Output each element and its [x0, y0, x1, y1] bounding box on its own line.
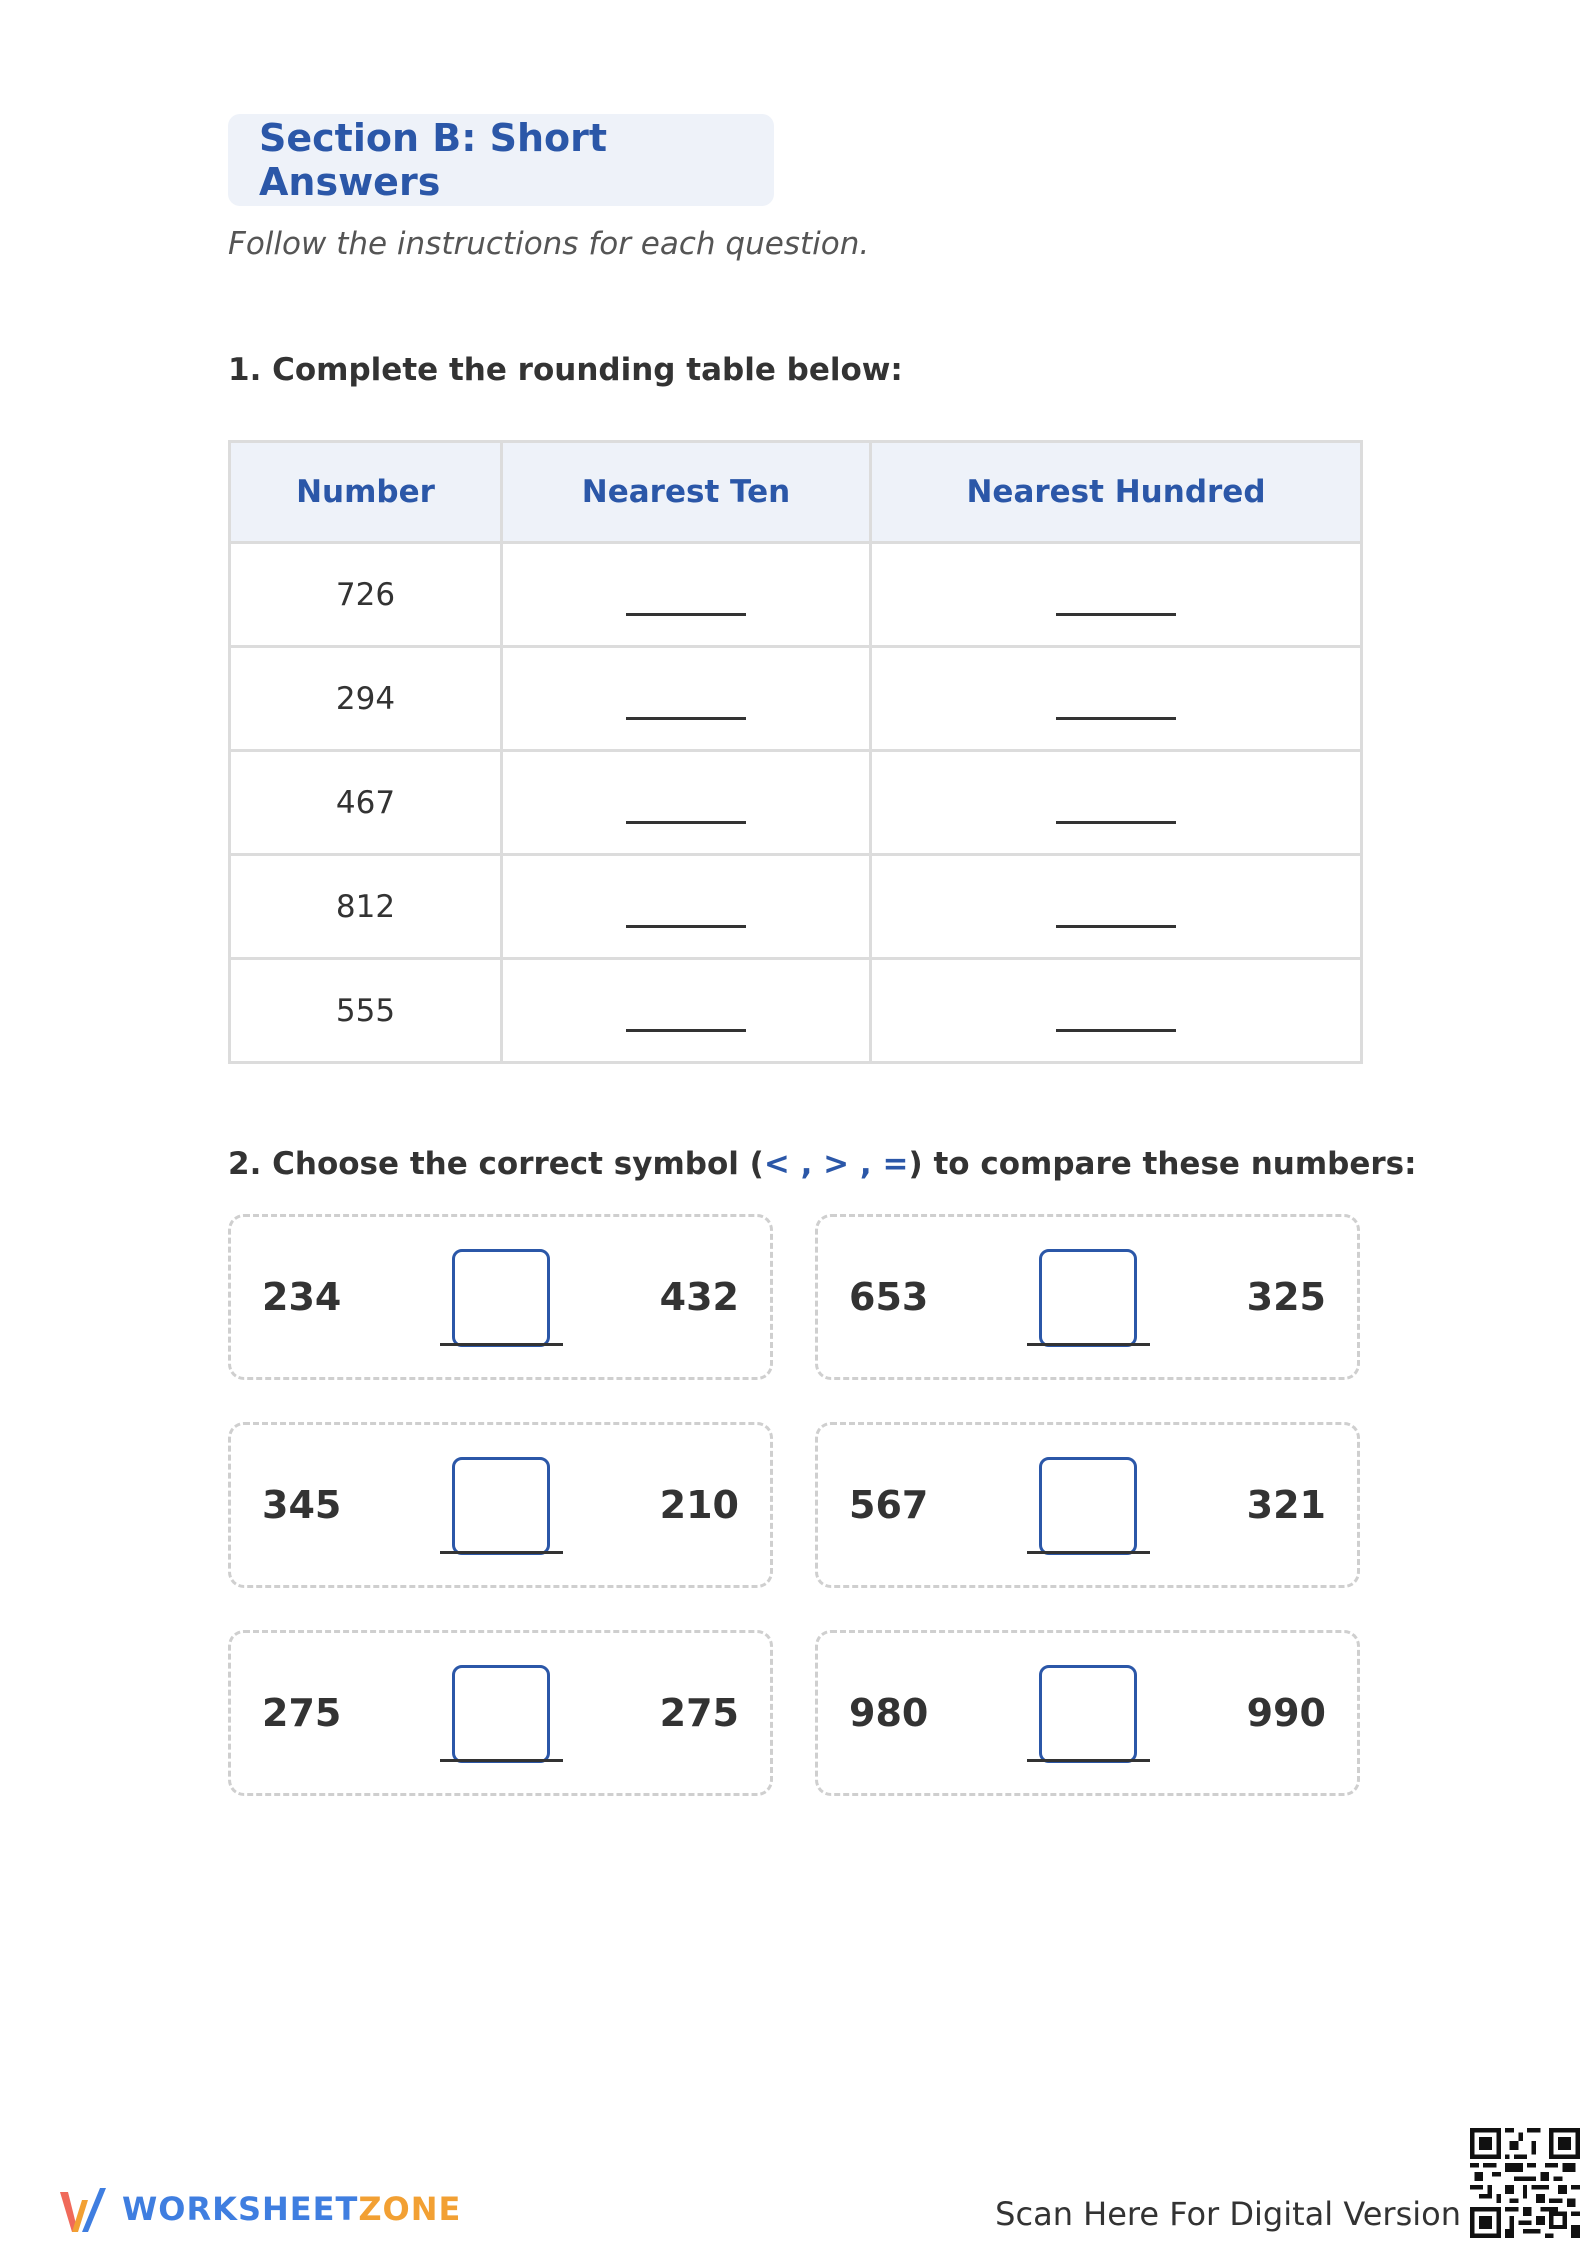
answer-box[interactable]	[1039, 1665, 1137, 1763]
answer-underline	[1027, 1343, 1150, 1346]
nearest-ten-answer[interactable]	[502, 543, 871, 647]
table-row	[230, 959, 1362, 1063]
comparison-symbols: < , > , =	[763, 1146, 909, 1182]
table-row	[230, 855, 1362, 959]
header-nearest-ten: Nearest Ten	[502, 442, 871, 543]
answer-underline	[440, 1759, 563, 1762]
right-number: 990	[1246, 1691, 1326, 1735]
comparison-card	[815, 1630, 1360, 1796]
scan-text: Scan Here For Digital Version	[995, 2195, 1461, 2233]
right-number: 210	[659, 1483, 739, 1527]
logo-text: WORKSHEETZONE	[122, 2190, 462, 2228]
table-row	[230, 543, 1362, 647]
left-number: 980	[849, 1691, 929, 1735]
comparison-card	[228, 1214, 773, 1380]
comparison-card	[228, 1422, 773, 1588]
left-number: 275	[262, 1691, 342, 1735]
left-number: 653	[849, 1275, 929, 1319]
right-number: 432	[659, 1275, 739, 1319]
nearest-hundred-answer[interactable]	[871, 543, 1362, 647]
table-row	[230, 751, 1362, 855]
row-number: 294	[230, 647, 502, 751]
row-number: 726	[230, 543, 502, 647]
nearest-ten-answer[interactable]	[502, 751, 871, 855]
answer-blank[interactable]	[626, 717, 746, 720]
answer-box[interactable]	[452, 1249, 550, 1347]
comparison-card	[815, 1422, 1360, 1588]
nearest-hundred-answer[interactable]	[871, 647, 1362, 751]
left-number: 567	[849, 1483, 929, 1527]
answer-blank[interactable]	[626, 925, 746, 928]
answer-blank[interactable]	[1056, 821, 1176, 824]
nearest-ten-answer[interactable]	[502, 959, 871, 1063]
question-2-title-start: 2. Choose the correct symbol (	[228, 1146, 764, 1182]
question-2-title-end: ) to compare these numbers:	[908, 1146, 1417, 1182]
question-2-title	[228, 1146, 1417, 1182]
header-number: Number	[230, 442, 502, 543]
answer-box[interactable]	[452, 1457, 550, 1555]
answer-box[interactable]	[1039, 1457, 1137, 1555]
comparison-card	[228, 1630, 773, 1796]
answer-box[interactable]	[452, 1665, 550, 1763]
table-header-row	[230, 442, 1362, 543]
rounding-table	[228, 440, 1363, 1064]
answer-blank[interactable]	[1056, 717, 1176, 720]
answer-blank[interactable]	[1056, 613, 1176, 616]
table-row	[230, 647, 1362, 751]
answer-underline	[1027, 1759, 1150, 1762]
answer-underline	[440, 1343, 563, 1346]
answer-blank[interactable]	[626, 1029, 746, 1032]
header-nearest-hundred: Nearest Hundred	[871, 442, 1362, 543]
nearest-hundred-answer[interactable]	[871, 751, 1362, 855]
nearest-hundred-answer[interactable]	[871, 855, 1362, 959]
answer-underline	[1027, 1551, 1150, 1554]
right-number: 275	[659, 1691, 739, 1735]
left-number: 234	[262, 1275, 342, 1319]
question-1-title: 1. Complete the rounding table below:	[228, 352, 903, 388]
nearest-hundred-answer[interactable]	[871, 959, 1362, 1063]
comparison-card	[815, 1214, 1360, 1380]
qr-code-icon[interactable]	[1470, 2128, 1580, 2238]
right-number: 321	[1246, 1483, 1326, 1527]
answer-blank[interactable]	[626, 613, 746, 616]
nearest-ten-answer[interactable]	[502, 855, 871, 959]
right-number: 325	[1246, 1275, 1326, 1319]
section-title: Section B: Short Answers	[228, 114, 774, 206]
nearest-ten-answer[interactable]	[502, 647, 871, 751]
answer-box[interactable]	[1039, 1249, 1137, 1347]
row-number: 555	[230, 959, 502, 1063]
answer-blank[interactable]	[1056, 925, 1176, 928]
answer-blank[interactable]	[626, 821, 746, 824]
logo-w-icon	[58, 2182, 108, 2236]
left-number: 345	[262, 1483, 342, 1527]
row-number: 812	[230, 855, 502, 959]
instructions: Follow the instructions for each question.	[228, 226, 870, 262]
row-number: 467	[230, 751, 502, 855]
worksheetzone-logo	[58, 2182, 461, 2236]
answer-underline	[440, 1551, 563, 1554]
answer-blank[interactable]	[1056, 1029, 1176, 1032]
